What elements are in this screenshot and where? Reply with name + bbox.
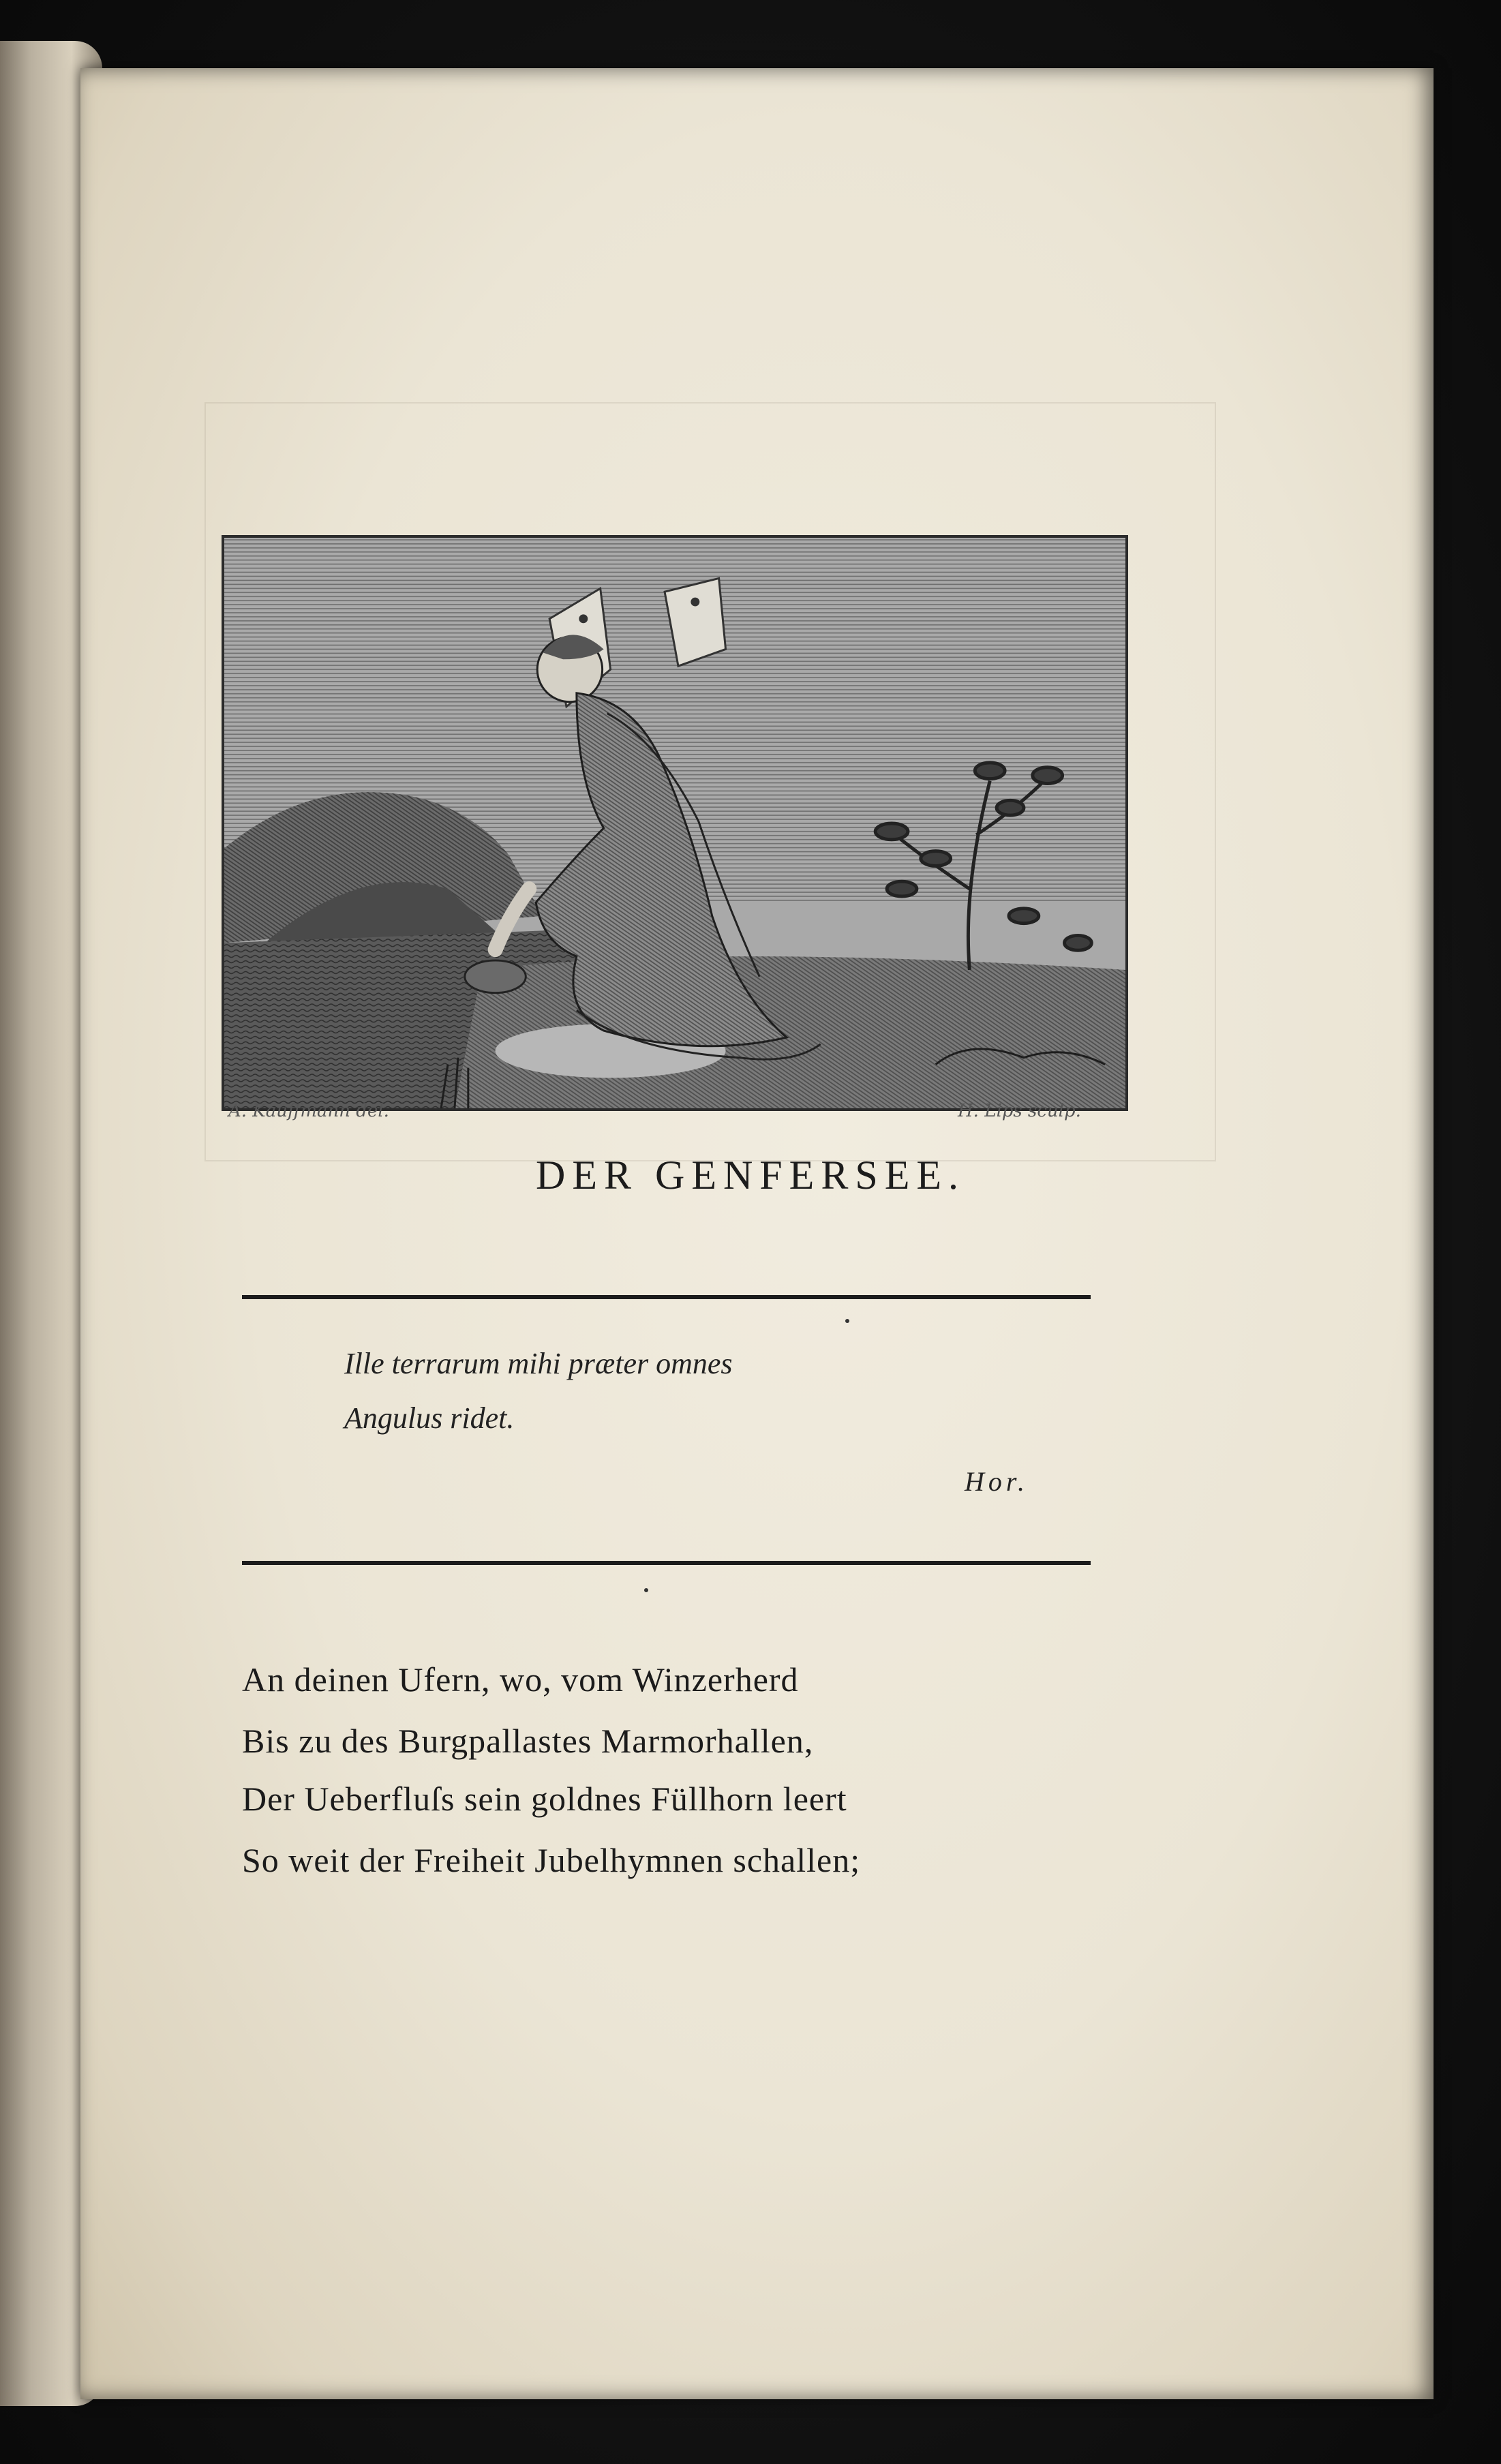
verse-line-1: An deinen Ufern, wo, vom Winzerherd — [242, 1660, 799, 1699]
verse-line-2: Bis zu des Burgpallastes Marmorhallen, — [242, 1722, 814, 1760]
epigraph-line-1: Ille terrarum mihi præter omnes — [344, 1347, 733, 1380]
print-speck — [845, 1319, 849, 1323]
poem-title: DER GENFERSEE. — [535, 1153, 966, 1198]
engraving-illustration — [222, 535, 1128, 1111]
verse-line-3: Der Ueberfluſs sein goldnes Füllhorn leert — [242, 1780, 847, 1818]
epigraph-line-2: Angulus ridet. — [344, 1401, 515, 1435]
rule-bottom — [242, 1561, 1091, 1565]
verse-line-4: So weit der Freiheit Jubelhymnen schallen; — [242, 1841, 861, 1879]
print-speck — [644, 1588, 648, 1592]
epigraph-author: Hor. — [965, 1466, 1029, 1497]
engraving-credit-artist: A. Kauffmann del. — [228, 1101, 389, 1121]
engraving-credit-engraver: H. Lips sculp. — [958, 1101, 1081, 1121]
rule-top — [242, 1295, 1091, 1299]
